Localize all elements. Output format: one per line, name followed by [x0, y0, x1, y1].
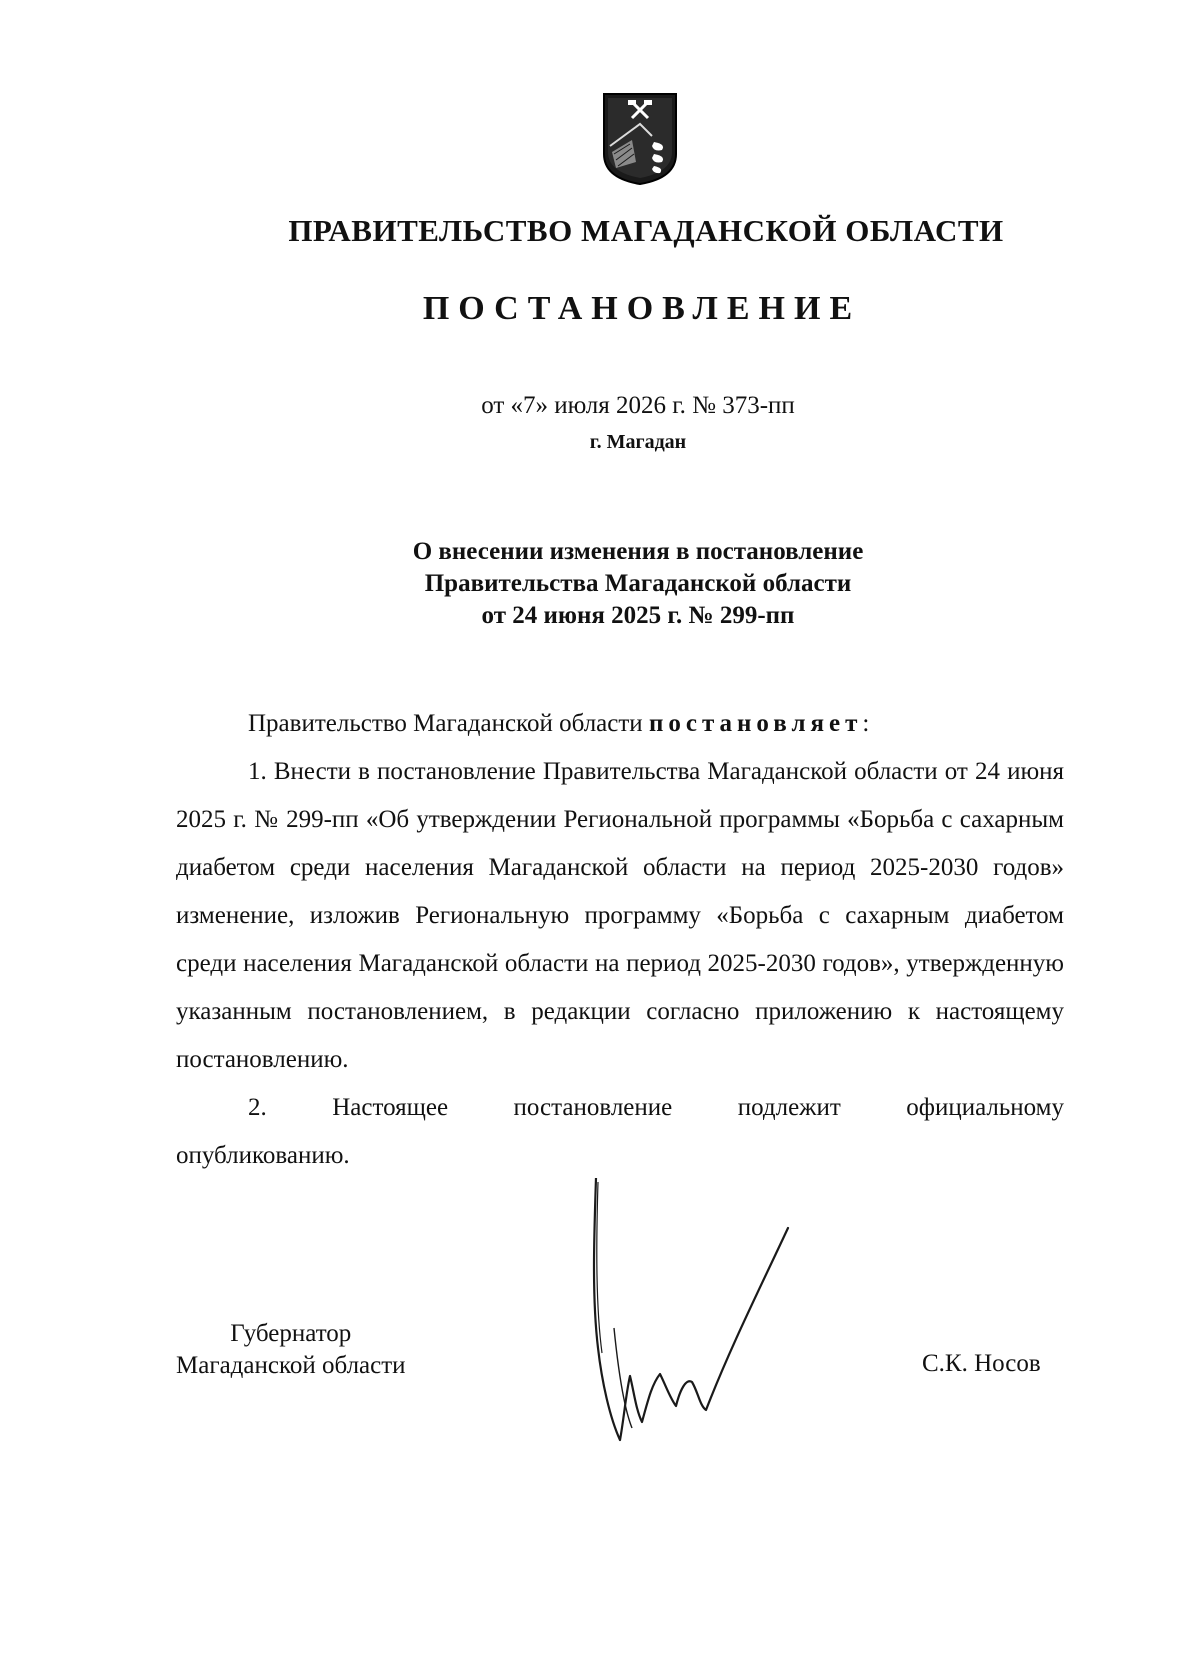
intro-verb: постановляет — [648, 710, 863, 737]
document-body — [176, 700, 1064, 1180]
subject-line: О внесении изменения в постановление — [412, 538, 864, 565]
intro-paragraph — [176, 700, 1064, 748]
signatory-name: С.К. Носов — [922, 1350, 1041, 1377]
document-type-title: ПОСТАНОВЛЕНИЕ — [422, 290, 862, 327]
subject-line: от 24 июня 2025 г. № 299-пп — [481, 602, 795, 629]
date-and-number: от «7» июля 2026 г. № 373-пп — [481, 392, 795, 419]
handwritten-signature — [590, 1178, 810, 1458]
paragraph-2-line-2: опубликованию. — [176, 1142, 350, 1169]
document-subject — [38, 536, 1200, 632]
signatory-title-line: Губернатор — [230, 1320, 352, 1347]
subject-line: Правительства Магаданской области — [424, 570, 852, 597]
signatory-title — [176, 1318, 406, 1382]
paragraph-1: 1. Внести в постановление Правительства Магаданской области от 24 июня 2025 г. № 299-пп «Об утверждении Региональной программы «Борьба с сахарным диабетом среди населения Магаданской области на период 2025-2030 годов» изменение, изложив Региональную программу «Борьба с сахарным диабетом среди населения Магаданской области на период 2025-2030 годов», утвержденную указанным постановлением, в редакции согласно приложению к настоящему постановлению. — [176, 758, 1064, 1073]
paragraph-2-line-1: 2. Настоящее постановление подлежит официальному — [248, 1094, 1064, 1121]
intro-colon: : — [862, 710, 870, 737]
organization-title: ПРАВИТЕЛЬСТВО МАГАДАНСКОЙ ОБЛАСТИ — [288, 213, 1004, 248]
signatory-title-line: Магаданской области — [176, 1352, 406, 1379]
coat-of-arms-icon — [602, 92, 678, 186]
city-label: г. Магадан — [589, 431, 687, 453]
intro-text: Правительство Магаданской области — [248, 710, 649, 737]
